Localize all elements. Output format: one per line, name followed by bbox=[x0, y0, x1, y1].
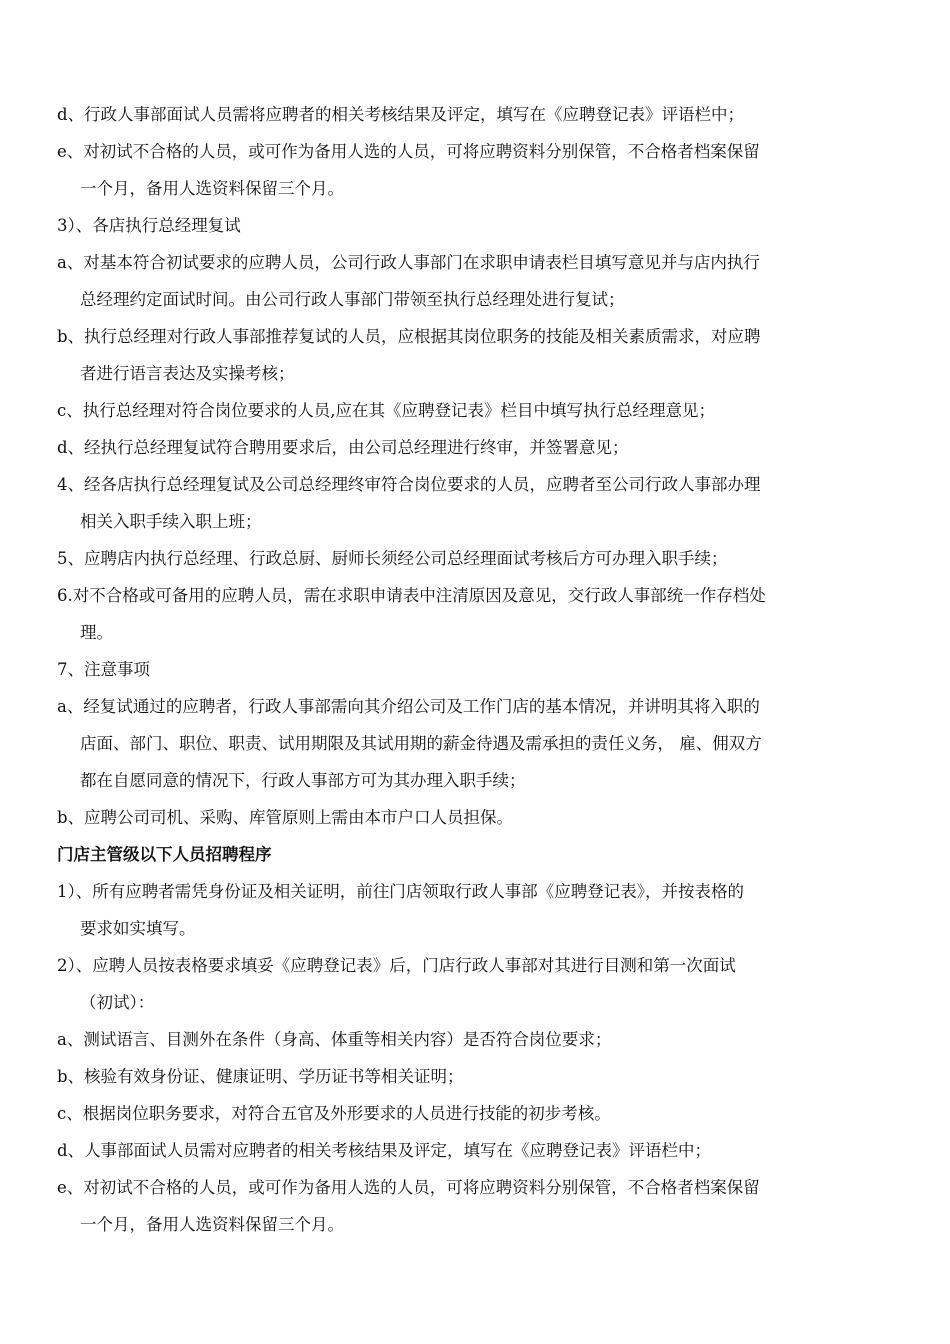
paragraph-line: c、执行总经理对符合岗位要求的人员,应在其《应聘登记表》栏目中填写执行总经理意见； bbox=[57, 401, 715, 420]
paragraph-line: 3）、各店执行总经理复试 bbox=[57, 216, 241, 235]
paragraph-line: 4、经各店执行总经理复试及公司总经理终审符合岗位要求的人员，应聘者至公司行政人事部办理 bbox=[57, 475, 761, 494]
paragraph-line: e、对初试不合格的人员，或可作为备用人选的人员，可将应聘资料分别保管，不合格者档案保留 bbox=[57, 1178, 760, 1197]
paragraph-line: 7、注意事项 bbox=[57, 660, 150, 679]
paragraph-line: d、行政人事部面试人员需将应聘者的相关考核结果及评定，填写在《应聘登记表》评语栏中； bbox=[57, 105, 745, 124]
document-paragraph bbox=[57, 651, 887, 688]
document-paragraph bbox=[57, 96, 887, 133]
document-paragraph bbox=[57, 133, 887, 207]
document-paragraph bbox=[57, 688, 887, 799]
paragraph-line: 理。 bbox=[80, 623, 113, 642]
paragraph-line: b、核验有效身份证、健康证明、学历证书等相关证明； bbox=[57, 1067, 464, 1086]
paragraph-line: 者进行语言表达及实操考核； bbox=[80, 364, 295, 383]
document-paragraph bbox=[57, 1169, 887, 1243]
section-heading bbox=[57, 836, 887, 873]
document-paragraph bbox=[57, 873, 887, 947]
paragraph-line: 一个月，备用人选资料保留三个月。 bbox=[80, 179, 344, 198]
document-paragraph bbox=[57, 207, 887, 244]
paragraph-line: 门店主管级以下人员招聘程序 bbox=[57, 845, 272, 864]
document-paragraph bbox=[57, 577, 887, 651]
document-paragraph bbox=[57, 1132, 887, 1169]
paragraph-line: b、执行总经理对行政人事部推荐复试的人员，应根据其岗位职务的技能及相关素质需求，对应聘 bbox=[57, 327, 761, 346]
paragraph-line: 6.对不合格或可备用的应聘人员，需在求职申请表中注清原因及意见，交行政人事部统一作存档处 bbox=[57, 586, 766, 605]
document-paragraph bbox=[57, 799, 887, 836]
paragraph-line: a、经复试通过的应聘者，行政人事部需向其介绍公司及工作门店的基本情况，并讲明其将入职的 bbox=[57, 697, 760, 716]
paragraph-line: 1）、所有应聘者需凭身份证及相关证明，前往门店领取行政人事部《应聘登记表》，并按表格的 bbox=[57, 882, 744, 901]
paragraph-line: 5、应聘店内执行总经理、行政总厨、厨师长须经公司总经理面试考核后方可办理入职手续； bbox=[57, 549, 728, 568]
document-paragraph bbox=[57, 1021, 887, 1058]
document-paragraph bbox=[57, 1095, 887, 1132]
paragraph-line: a、测试语言、目测外在条件（身高、体重等相关内容）是否符合岗位要求； bbox=[57, 1030, 612, 1049]
document-paragraph bbox=[57, 318, 887, 392]
paragraph-line: 一个月，备用人选资料保留三个月。 bbox=[80, 1215, 344, 1234]
document-paragraph bbox=[57, 1058, 887, 1095]
paragraph-line: a、对基本符合初试要求的应聘人员，公司行政人事部门在求职申请表栏目填写意见并与店内执行 bbox=[57, 253, 760, 272]
paragraph-line: 2）、应聘人员按表格要求填妥《应聘登记表》后，门店行政人事部对其进行目测和第一次面试 bbox=[57, 956, 736, 975]
document-paragraph bbox=[57, 429, 887, 466]
document-paragraph bbox=[57, 244, 887, 318]
paragraph-line: 都在自愿同意的情况下，行政人事部方可为其办理入职手续； bbox=[80, 771, 526, 790]
paragraph-line: c、根据岗位职务要求，对符合五官及外形要求的人员进行技能的初步考核。 bbox=[57, 1104, 611, 1123]
paragraph-line: d、经执行总经理复试符合聘用要求后，由公司总经理进行终审，并签署意见； bbox=[57, 438, 629, 457]
paragraph-line: d、人事部面试人员需对应聘者的相关考核结果及评定，填写在《应聘登记表》评语栏中； bbox=[57, 1141, 712, 1160]
paragraph-line: e、对初试不合格的人员，或可作为备用人选的人员，可将应聘资料分别保管，不合格者档案保留 bbox=[57, 142, 760, 161]
paragraph-line: 总经理约定面试时间。由公司行政人事部门带领至执行总经理处进行复试； bbox=[80, 290, 625, 309]
document-paragraph bbox=[57, 947, 887, 1021]
document-paragraph bbox=[57, 392, 887, 429]
document-paragraph bbox=[57, 540, 887, 577]
paragraph-line: 店面、部门、职位、职责、试用期限及其试用期的薪金待遇及需承担的责任义务， 雇、佣双方 bbox=[80, 734, 762, 753]
paragraph-line: 相关入职手续入职上班； bbox=[80, 512, 262, 531]
document-paragraph bbox=[57, 466, 887, 540]
paragraph-line: （初试）： bbox=[80, 993, 155, 1012]
paragraph-line: b、应聘公司司机、采购、库管原则上需由本市户口人员担保。 bbox=[57, 808, 514, 827]
paragraph-line: 要求如实填写。 bbox=[80, 919, 196, 938]
